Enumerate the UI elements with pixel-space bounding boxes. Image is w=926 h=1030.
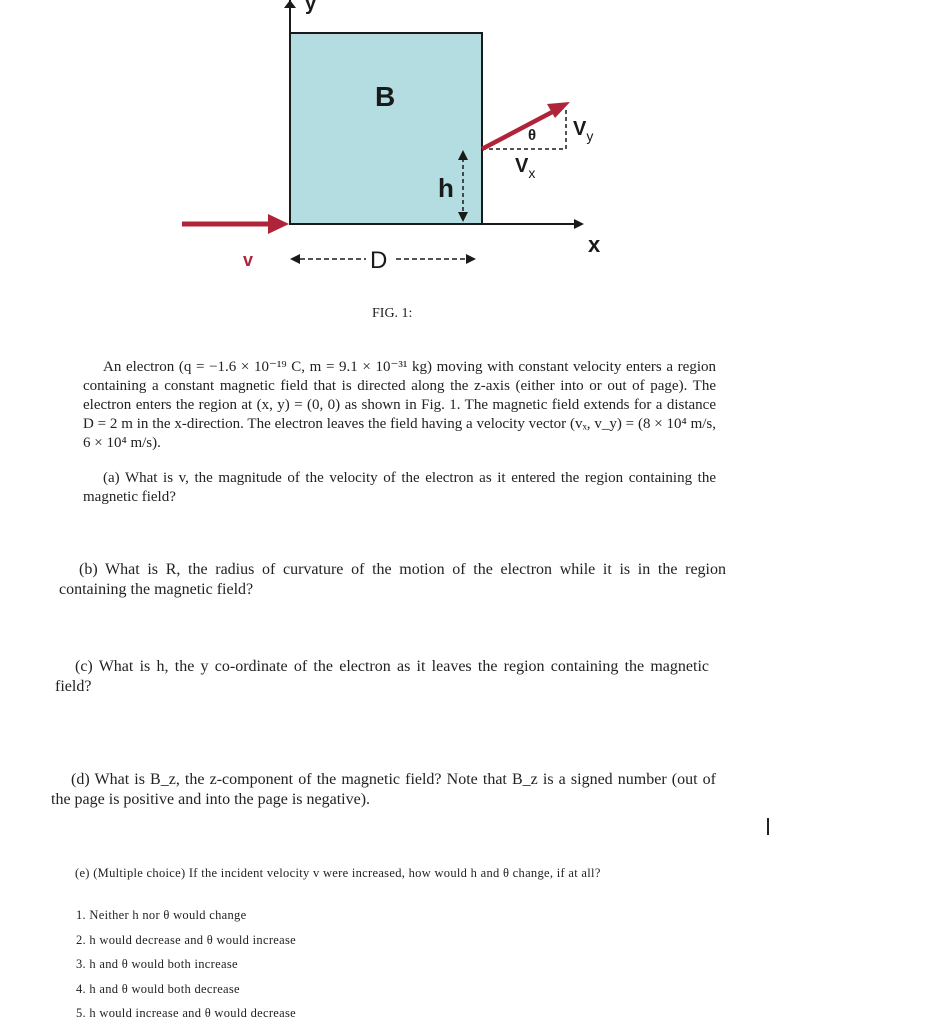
vy-label: $V_y$ xyxy=(573,118,594,144)
problem-intro: An electron (q = −1.6 × 10⁻¹⁹ C, m = 9.1 × 10⁻³¹ kg) moving with constant velocity enters a region containing a constant magnetic field that is directed along the z-axis (either into or out of page). The electron enters the region at (x, y) = (0, 0) as shown in Fig. 1. The magnetic field extends for a distance D = 2 m in the x-direction. The electron leaves the field having a velocity vector (vₓ, v_y) = (8 × 10⁴ m/s, 6 × 10⁴ m/s). xyxy=(83,359,716,451)
d-marker-arrow-right xyxy=(466,254,476,264)
incoming-velocity-arrowhead xyxy=(268,214,289,234)
question-b: (b) What is R, the radius of curvature of the motion of the electron while it is in the region containing the magnetic field? xyxy=(59,561,726,598)
x-axis-arrowhead xyxy=(574,219,584,229)
theta-label: θ xyxy=(528,127,537,144)
question-a: (a) What is v, the magnitude of the velocity of the electron as it entered the region containing the magnetic field? xyxy=(83,470,716,505)
figure-caption: FIG. 1: xyxy=(372,306,413,321)
text-cursor xyxy=(767,818,769,835)
answer-options xyxy=(76,907,296,1030)
x-axis-label: x xyxy=(588,232,601,257)
exit-velocity-arrow xyxy=(482,110,556,149)
y-axis-label: y xyxy=(305,0,317,15)
d-marker-arrow-left xyxy=(290,254,300,264)
field-label-B: B xyxy=(375,81,396,112)
d-label: D xyxy=(370,247,388,274)
option-3[interactable]: 3. h and θ would both increase xyxy=(76,957,238,971)
h-label: h xyxy=(438,173,454,203)
y-axis-arrowhead xyxy=(284,0,296,8)
option-4[interactable]: 4. h and θ would both decrease xyxy=(76,981,240,996)
option-5[interactable]: 5. h would increase and θ would decrease xyxy=(76,1006,296,1020)
v-label: v xyxy=(243,250,254,270)
option-1[interactable]: 1. Neither h nor θ would change xyxy=(76,908,247,922)
vx-label: $V_x$ xyxy=(515,155,536,181)
question-c: (c) What is h, the y co-ordinate of the electron as it leaves the region containing the magnetic field? xyxy=(55,658,709,695)
magnetic-field-figure xyxy=(0,0,926,290)
option-2[interactable]: 2. h would decrease and θ would increase xyxy=(76,932,296,947)
question-e: (e) (Multiple choice) If the incident velocity v were increased, how would h and θ change, if at all? xyxy=(75,866,601,880)
question-d: (d) What is B_z, the z-component of the magnetic field? Note that B_z is a signed number (out of the page is positive and into the page is negative). xyxy=(51,771,716,808)
